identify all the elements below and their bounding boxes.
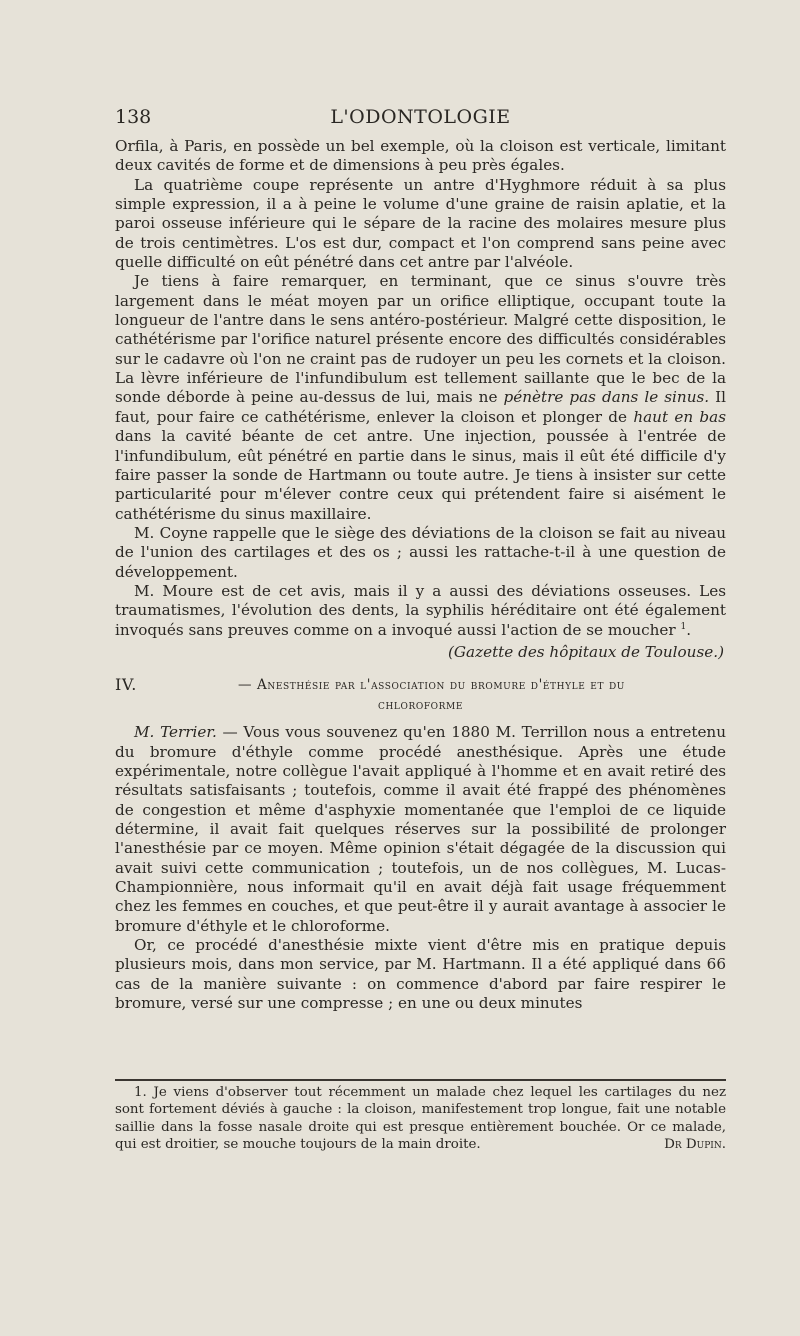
footnote-text [115,1084,726,1153]
footnote-ref: 1 [680,621,687,632]
section-title-line2: chloroforme [377,697,464,714]
text-run: dans la cavité béante de cet antre. Une injection, poussée à l'entrée de l'infundibulum, eût pénétré en partie dans le sinus, mais il eût été difficile d'y faire passer la sonde de Hartmann ou toute autre. Je tiens à insister sur cette particularité pour m'élever contre ceux qui prétendent faire si aisément le cathétérisme du sinus maxillaire. [115,427,726,523]
page-header [115,106,726,134]
text-run: 1. Je viens d'observer tout récemment un malade chez lequel les cartilages du nez sont fortement déviés à gauche : la cloison, manifestement trop longue, fait une notable saillie dans la fosse nasale droite qui est presque entièrement bouchée. Or ce malade, qui est droitier, se mouche toujours de la main droite. [115,1085,726,1152]
paragraph: Orfila, à Paris, en possède un bel exemple, où la cloison est verticale, limitant deux cavités de forme et de dimensions à peu près égales. [115,137,726,175]
source-citation: (Gazette des hôpitaux de Toulouse.) [447,642,724,661]
paragraph: M. Coyne rappelle que le siège des déviations de la cloison se fait au niveau de l'union des cartilages et des os ; aussi les rattache-t-il à une question de développement. [115,523,726,581]
main-text [115,137,726,1013]
section-number: IV. [115,675,137,695]
section-dash: — [238,677,253,694]
emphasis: pénètre pas dans le sinus. [503,388,710,407]
text-run: — Vous vous souvenez qu'en 1880 M. Terrillon nous a entretenu du bromure d'éthyle comme procédé anesthésique. Après une étude expérimentale, notre collègue l'avait appliqué à l'homme et en avait retiré des résultats satisfaisants ; toutefois, comme il avait été frappé des phénomènes de congestion et même d'asphyxie momentanée que l'emploi de ce liquide détermine, il avait fait quelques réserves sur la possibilité de prolonger l'anesthésie par ce moyen. Même opinion s'était dégagée de la discussion qui avait suivi cette communication ; toutefois, un de nos collègues, M. Lucas-Championnière, nous informait qu'il en avait déjà fait usage fréquemment chez les femmes en couches, et que peut-être il y aurait avantage à associer le bromure d'éthyle et le chloroforme. [115,723,726,935]
text-run: Je tiens à faire remarquer, en terminant, que ce sinus s'ouvre très largement dans le méat moyen par un orifice elliptique, occupant toute la longueur de l'antre dans le sens antéro-postérieur. Malgré cette disposition, le cathétérisme par l'orifice naturel présente encore des difficultés considérables sur le cadavre où l'on ne craint pas de rudoyer un peu les cornets et la cloison. La lèvre inférieure de l'infundibulum est tellement saillante que le bec de la sonde déborde à peine au-dessus de lui, mais ne [115,272,726,407]
text-run: . [686,620,692,639]
running-title: L'ODONTOLOGIE [330,106,511,128]
text-run: Il faut, pour faire ce cathétérisme, enlever la cloison et plonger de [115,388,727,426]
speaker-name: M. Terrier. [134,723,217,742]
paragraph [115,272,726,523]
section-heading [115,675,726,715]
emphasis: haut en bas [633,407,727,426]
page-number: 138 [115,106,152,128]
section-title-line1: Anesthésie par l'association du bromure d'éthyle et du [257,677,625,694]
footnote-divider [115,1079,726,1081]
footnote [115,1084,726,1153]
footnote-signature: Dr Dupin. [664,1136,726,1152]
text-run: M. Moure est de cet avis, mais il y a aussi des déviations osseuses. Les traumatismes, l'évolution des dents, la syphilis héréditaire ont été également invoqués sans preuves comme on a invoqué aussi l'action de se moucher [115,581,726,639]
paragraph [115,723,726,936]
paragraph: La quatrième coupe représente un antre d'Hyghmore réduit à sa plus simple expression, il a à peine le volume d'une graine de raisin aplatie, et la paroi osseuse inférieure qui le sépare de la racine des molaires mesure plus de trois centimètres. L'os est dur, compact et l'on comprend sans peine avec quelle difficulté on eût pénétré dans cet antre par l'alvéole. [115,175,726,272]
paragraph: Or, ce procédé d'anesthésie mixte vient d'être mis en pratique depuis plusieurs mois, dans mon service, par M. Hartmann. Il a été appliqué dans 66 cas de la manière suivante : on commence d'abord par faire respirer le bromure, versé sur une compresse ; en une ou deux minutes [115,936,726,1013]
paragraph [115,582,726,640]
